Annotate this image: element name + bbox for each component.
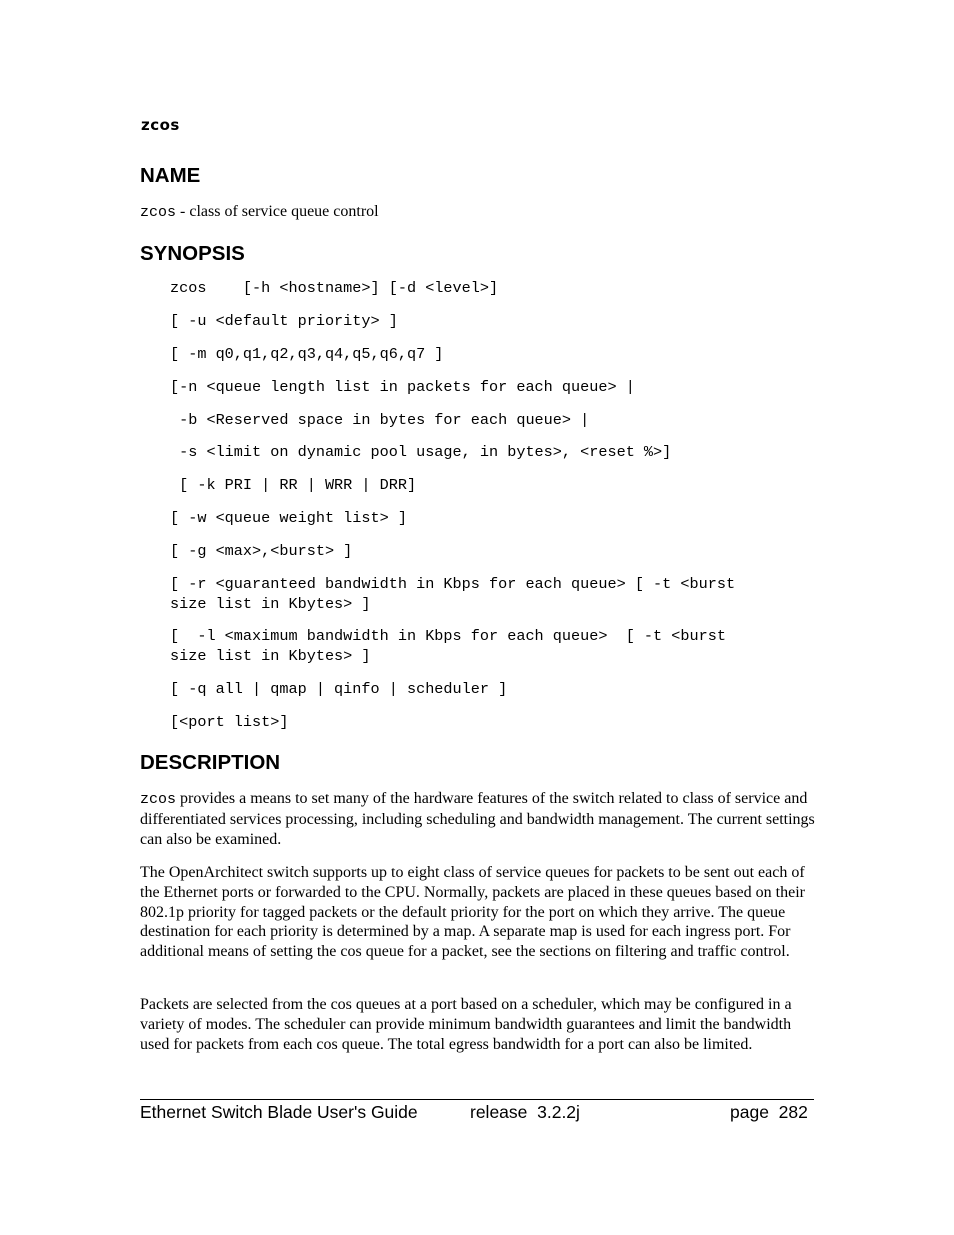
- synopsis-line: [ -g <max>,<burst> ]: [170, 542, 353, 560]
- description-paragraph-1-text: provides a means to set many of the hardware features of the switch related to class of service and differentiated services processing, including scheduling and bandwidth management. The current settings can also be examined.: [140, 790, 815, 848]
- footer-page-number: page 282: [730, 1102, 808, 1122]
- name-description: [140, 202, 820, 223]
- synopsis-line: [ -k PRI | RR | WRR | DRR]: [170, 476, 417, 494]
- synopsis-line: [<port list>]: [170, 713, 289, 731]
- footer-release: release 3.2.2j: [470, 1102, 580, 1122]
- name-command: zcos: [140, 204, 177, 221]
- name-heading: NAME: [140, 164, 201, 187]
- command-title: zcos: [141, 116, 180, 134]
- synopsis-line: [ -w <queue weight list> ]: [170, 509, 407, 527]
- description-command: zcos: [140, 791, 177, 808]
- synopsis-line: [ -r <guaranteed bandwidth in Kbps for each queue> [ -t <burst size list in Kbytes> ]: [170, 575, 736, 613]
- synopsis-heading: SYNOPSIS: [140, 242, 245, 265]
- synopsis-line: -b <Reserved space in bytes for each queue> |: [170, 411, 590, 429]
- description-paragraph: [140, 789, 820, 849]
- synopsis-line: [ -l <maximum bandwidth in Kbps for each queue> [ -t <burst size list in Kbytes> ]: [170, 627, 726, 665]
- synopsis-line: -s <limit on dynamic pool usage, in bytes>, <reset %>]: [170, 443, 672, 461]
- synopsis-line: [ -u <default priority> ]: [170, 312, 398, 330]
- synopsis-line: [ -m q0,q1,q2,q3,q4,q5,q6,q7 ]: [170, 345, 444, 363]
- synopsis-line: [ -q all | qmap | qinfo | scheduler ]: [170, 680, 508, 698]
- synopsis-line: zcos [-h <hostname>] [-d <level>]: [170, 279, 499, 297]
- footer-rule: [140, 1099, 814, 1100]
- name-summary: - class of service queue control: [176, 203, 379, 220]
- description-paragraph: Packets are selected from the cos queues at a port based on a scheduler, which may be configured in a variety of modes. The scheduler can provide minimum bandwidth guarantees and limit the bandwidth used for packets from each cos queue. The total egress bandwidth for a port can also be limited.: [140, 996, 792, 1053]
- footer-guide-title: Ethernet Switch Blade User's Guide: [140, 1102, 418, 1122]
- synopsis-line: [-n <queue length list in packets for each queue> |: [170, 378, 635, 396]
- description-heading: DESCRIPTION: [140, 751, 281, 774]
- description-paragraph: The OpenArchitect switch supports up to eight class of service queues for packets to be sent out each of the Ethernet ports or forwarded to the CPU. Normally, packets are placed in these queues based on their 802.1p priority for tagged packets or the default priority for the port on which they arrive. The queue destination for each priority is determined by a map. A separate map is used for each ingress port. For additional means of setting the cos queue for a packet, see the sections on filtering and traffic control.: [140, 864, 805, 961]
